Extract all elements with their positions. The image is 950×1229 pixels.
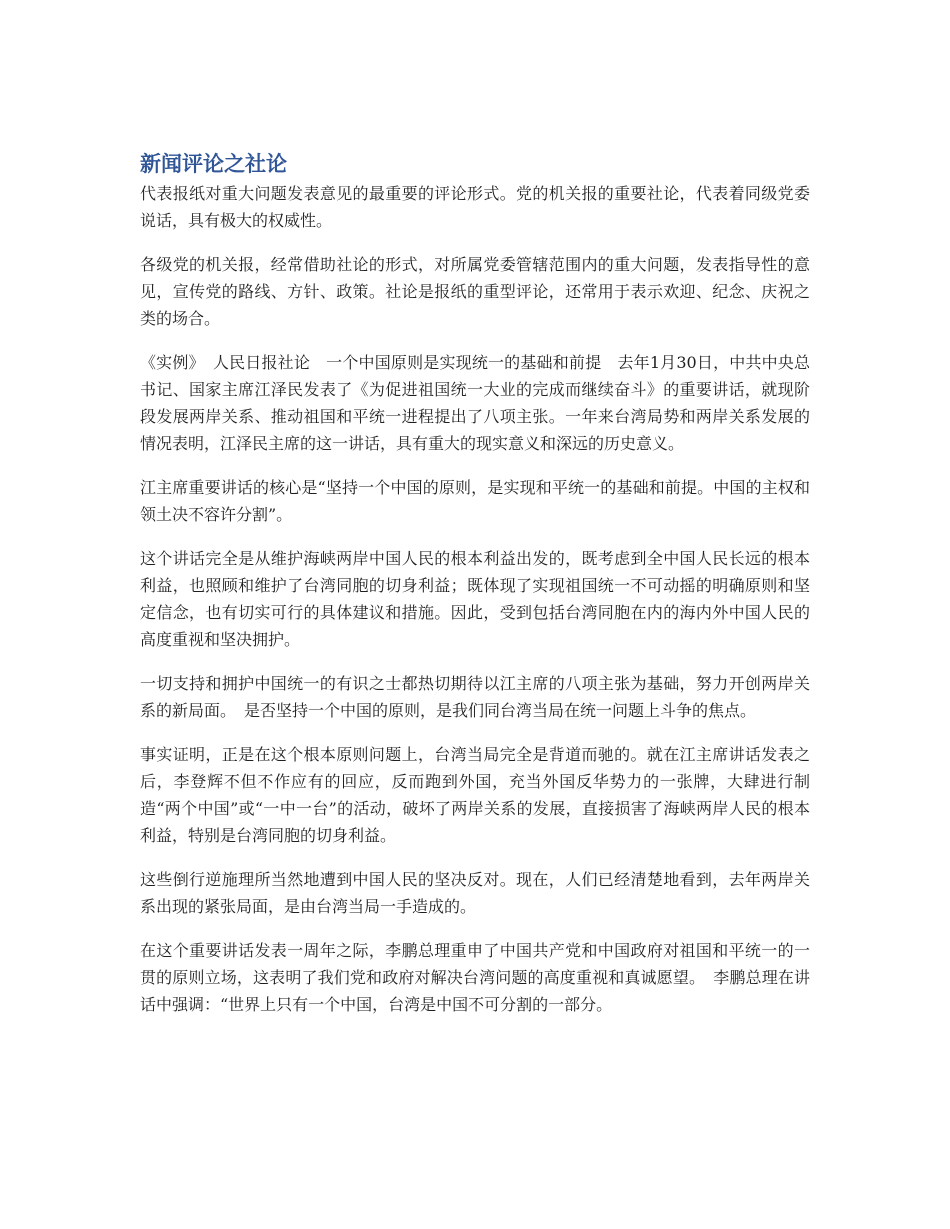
paragraph-anniversary: 在这个重要讲话发表一周年之际，李鹏总理重申了中国共产党和中国政府对祖国和平统一的一贯的原则立场，这表明了我们党和政府对解决台湾问题的高度重视和真诚愿望。 李鹏总理在讲话中强调：“世界上只有一个中国，台湾是中国不可分割的一部分。 [140, 941, 810, 1014]
paragraph-function: 各级党的机关报，经常借助社论的形式，对所属党委管辖范围内的重大问题，发表指导性的意见，宣传党的路线、方针、政策。社论是报纸的重型评论，还常用于表示欢迎、纪念、庆祝之类的场合。 [140, 255, 810, 328]
paragraph-core-speech: 江主席重要讲话的核心是“坚持一个中国的原则，是实现和平统一的基础和前提。中国的主权和领土决不容许分割”。 [140, 478, 810, 524]
page-title: 新闻评论之社论 [140, 152, 287, 176]
document-page [140, 148, 810, 1035]
paragraph-opposition: 这些倒行逆施理所当然地遭到中国人民的坚决反对。现在，人们已经清楚地看到，去年两岸关系出现的紧张局面，是由台湾当局一手造成的。 [140, 870, 810, 916]
paragraph-definition: 代表报纸对重大问题发表意见的最重要的评论形式。党的机关报的重要社论，代表着同级党委说话，具有极大的权威性。 [140, 184, 810, 230]
paragraph-expectation: 一切支持和拥护中国统一的有识之士都热切期待以江主席的八项主张为基础，努力开创两岸关系的新局面。 是否坚持一个中国的原则，是我们同台湾当局在统一问题上斗争的焦点。 [140, 674, 810, 720]
paragraph-example: 《实例》 人民日报社论 一个中国原则是实现统一的基础和前提 去年1月30日，中共中央总书记、国家主席江泽民发表了《为促进祖国统一大业的完成而继续奋斗》的重要讲话，就现阶段发展两岸关系、推动祖国和平统一进程提出了八项主张。一年来台湾局势和两岸关系发展的情况表明，江泽民主席的这一讲话，具有重大的现实意义和深远的历史意义。 [140, 353, 810, 453]
paragraph-speech-impact: 这个讲话完全是从维护海峡两岸中国人民的根本利益出发的，既考虑到全中国人民长远的根本利益，也照顾和维护了台湾同胞的切身利益；既体现了实现祖国统一不可动摇的明确原则和坚定信念，也有切实可行的具体建议和措施。因此，受到包括台湾同胞在内的海内外中国人民的高度重视和坚决拥护。 [140, 549, 810, 649]
paragraph-facts: 事实证明，正是在这个根本原则问题上，台湾当局完全是背道而驰的。就在江主席讲话发表之后，李登辉不但不作应有的回应，反而跑到外国，充当外国反华势力的一张牌，大肆进行制造“两个中国”或“一中一台”的活动，破坏了两岸关系的发展，直接损害了海峡两岸人民的根本利益，特别是台湾同胞的切身利益。 [140, 745, 810, 845]
